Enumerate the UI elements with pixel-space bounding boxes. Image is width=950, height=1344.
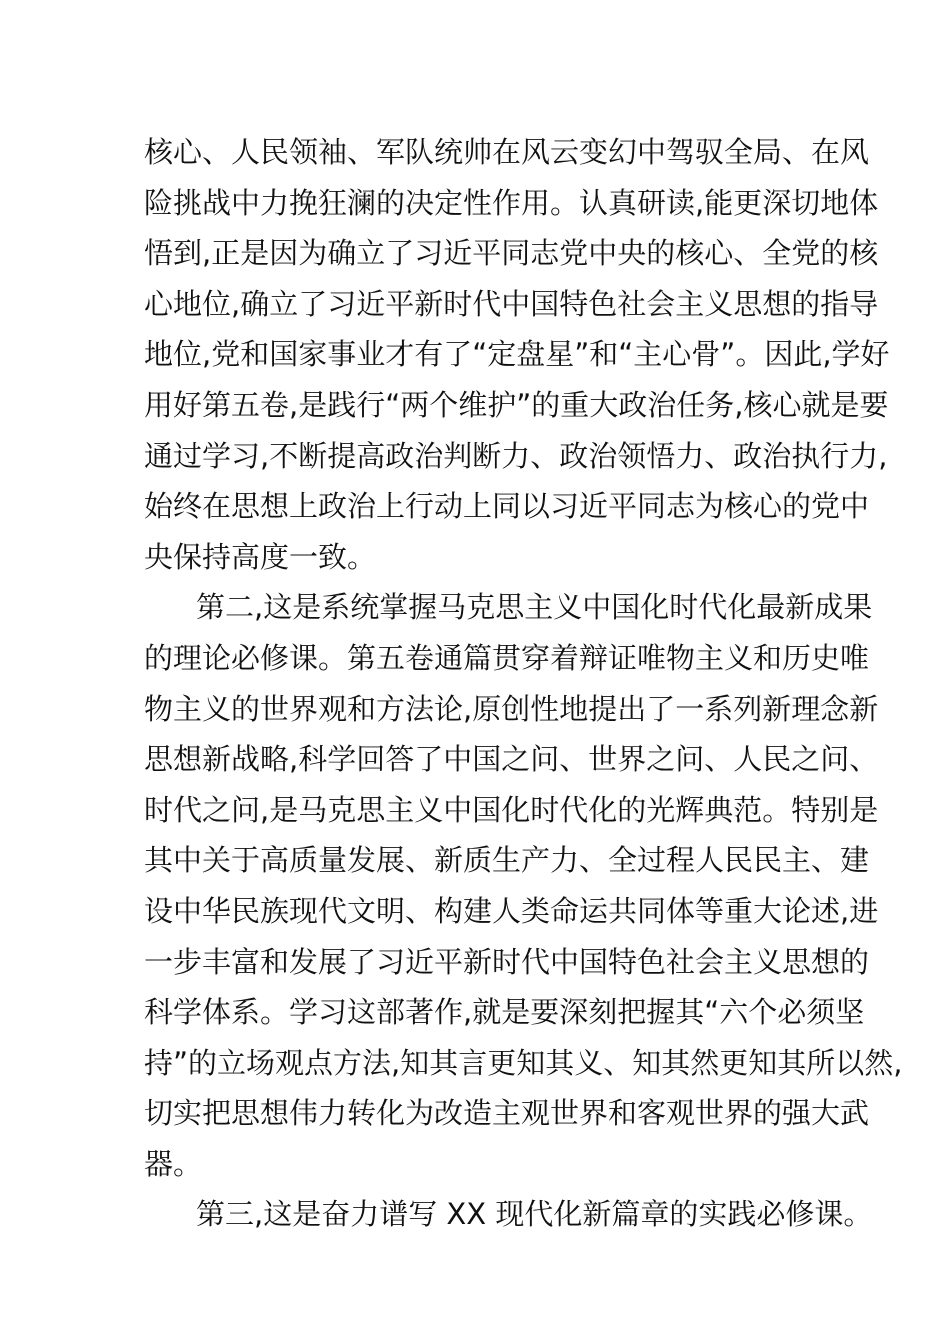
text-line: 一步丰富和发展了习近平新时代中国特色社会主义思想的 <box>144 944 870 979</box>
text-line: 切实把思想伟力转化为改造主观世界和客观世界的强大武 <box>144 1096 870 1131</box>
text-line: 其中关于高质量发展、新质生产力、全过程人民民主、建 <box>144 843 870 878</box>
text-line: 器。 <box>144 1146 203 1181</box>
text-line: 的理论必修课。第五卷通篇贯穿着辩证唯物主义和历史唯 <box>144 640 870 675</box>
text-line: 险挑战中力挽狂澜的决定性作用。认真研读,能更深切地体 <box>144 185 879 220</box>
text-line: 设中华民族现代文明、构建人类命运共同体等重大论述,进 <box>144 893 879 928</box>
paragraph-start-line: 第二,这是系统掌握马克思主义中国化时代化最新成果 <box>196 590 873 625</box>
text-line: 始终在思想上政治上行动上同以习近平同志为核心的党中 <box>144 489 870 524</box>
text-line: 地位,党和国家事业才有了“定盘星”和“主心骨”。因此,学好 <box>144 337 890 372</box>
text-line: 通过学习,不断提高政治判断力、政治领悟力、政治执行力, <box>144 438 888 473</box>
text-line: 科学体系。学习这部著作,就是要深刻把握其“六个必须坚 <box>144 995 865 1030</box>
text-line: 持”的立场观点方法,知其言更知其义、知其然更知其所以然, <box>144 1045 903 1080</box>
text-line: 思想新战略,科学回答了中国之问、世界之问、人民之问、 <box>144 742 879 777</box>
text-line: 悟到,正是因为确立了习近平同志党中央的核心、全党的核 <box>144 236 879 271</box>
paragraph-start-line: 第三,这是奋力谱写 XX 现代化新篇章的实践必修课。 <box>196 1197 873 1232</box>
text-line: 物主义的世界观和方法论,原创性地提出了一系列新理念新 <box>144 691 879 726</box>
text-line: 时代之问,是马克思主义中国化时代化的光辉典范。特别是 <box>144 792 879 827</box>
text-line: 央保持高度一致。 <box>144 539 377 574</box>
text-line: 心地位,确立了习近平新时代中国特色社会主义思想的指导 <box>144 286 879 321</box>
body-text <box>144 127 903 1240</box>
text-line: 用好第五卷,是践行“两个维护”的重大政治任务,核心就是要 <box>144 387 889 422</box>
text-line: 核心、人民领袖、军队统帅在风云变幻中驾驭全局、在风 <box>144 135 870 169</box>
